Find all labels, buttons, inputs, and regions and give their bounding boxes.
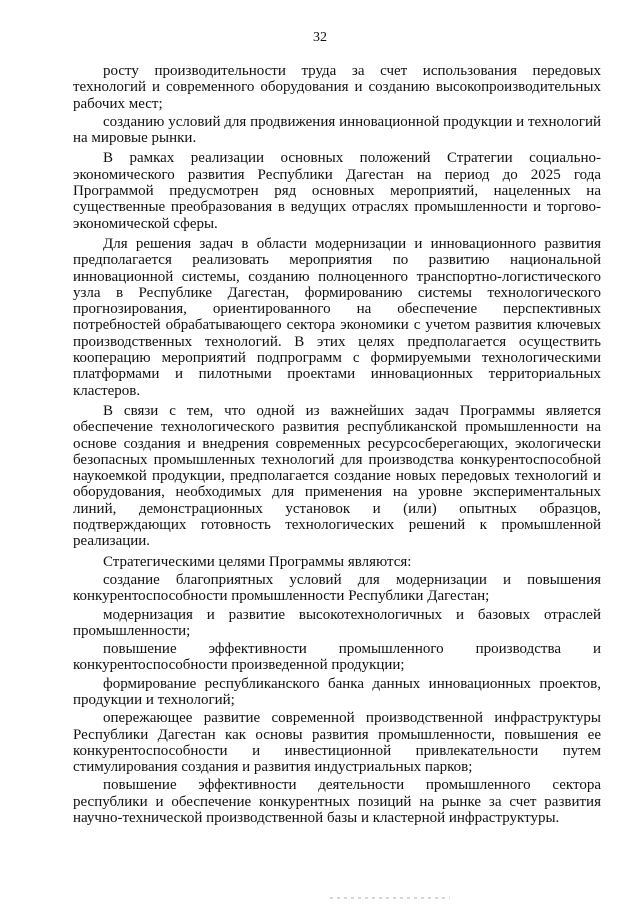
list-item-2: модернизация и развитие высокотехнологичных и базовых отраслей промышленности; [73, 606, 601, 639]
page-number: 32 [313, 30, 327, 45]
list-item-3: повышение эффективности промышленного производства и конкурентоспособности произведенной продукции; [73, 641, 601, 674]
paragraph-1: росту производительности труда за счет использования передовых технологий и современного оборудования и созданию высокопроизводительных рабочих мест; [73, 63, 601, 112]
paragraph-5: В связи с тем, что одной из важнейших задач Программы является обеспечение технологического развития республиканской промышленности на основе создания и внедрения современных ресурсосберегающих, экологически безопасных промышленных технологий для производства конкурентоспособной наукоемкой продукции, предполагается создание новых передовых технологий и оборудования, необходимых для применения на уровне экспериментальных линий, демонстрационных установок и (или) опытных образцов, подтверждающих готовность технологических решений к промышленной реализации. [73, 402, 601, 550]
body-text [73, 63, 601, 828]
list-item-1: создание благоприятных условий для модернизации и повышения конкурентоспособности промышленности Республики Дагестан; [73, 571, 601, 605]
paragraph-3: В рамках реализации основных положений Стратегии социально-экономического развития Республики Дагестан на период до 2025 года Программой предусмотрен ряд основных мероприятий, нацеленных на существенные преобразования в ведущих отраслях промышленности и торгово-экономической сферы. [73, 150, 601, 232]
list-item-4: формирование республиканского банка данных инновационных проектов, продукции и технологий; [73, 675, 601, 708]
scan-artifact [330, 897, 450, 899]
paragraph-6: Стратегическими целями Программы являются: [103, 553, 412, 570]
list-item-5: опережающее развитие современной производственной инфраструктуры Республики Дагестан как основы развития промышленности, повышения ее конкурентоспособности и инвестиционной привлекательности путем стимулирования создания и развития индустриальных парков; [73, 710, 601, 776]
list-item-6: повышение эффективности деятельности промышленного сектора республики и обеспечение конкурентных позиций на рынке за счет развития научно-технической производственной базы и кластерной инфраструктуры. [73, 777, 601, 827]
paragraph-4: Для решения задач в области модернизации и инновационного развития предполагается реализовать мероприятия по развитию национальной инновационной системы, созданию полноценного транспортно-логистического узла в Республике Дагестан, формированию системы технологического прогнозирования, ориентированного на обеспечение перспективных потребностей обрабатывающего сектора экономики с учетом развития ключевых производственных технологий. В этих целях предполагается осуществить кооперацию мероприятий подпрограмм с формируемыми технологическими платформами и пилотными проектами инновационных территориальных кластеров. [73, 235, 601, 399]
paragraph-2: созданию условий для продвижения инновационной продукции и технологий на мировые рынки. [73, 113, 601, 147]
